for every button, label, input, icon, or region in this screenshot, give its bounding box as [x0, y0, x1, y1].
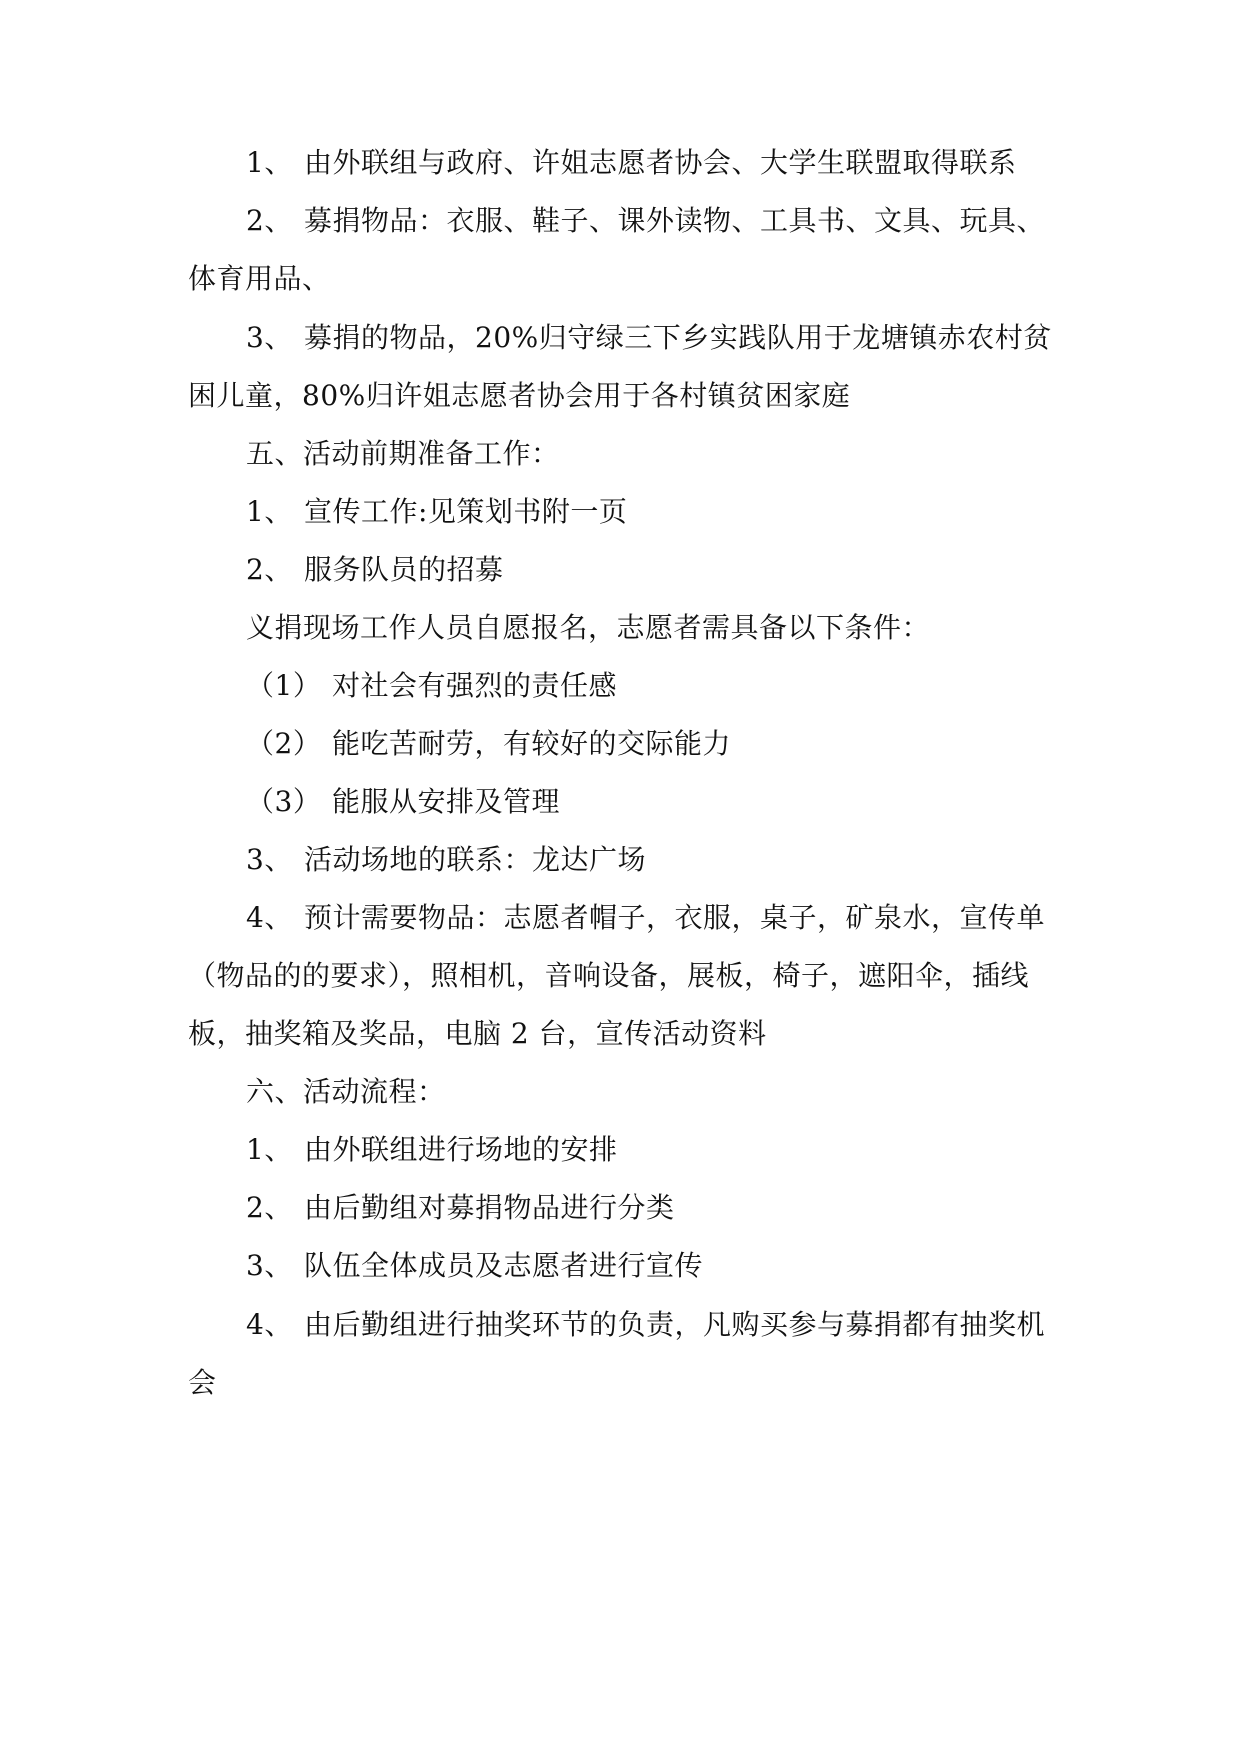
item-text: 由后勤组进行抽奖环节的负责，凡购买参与募捐都有抽奖机 — [304, 1308, 1046, 1341]
item-text: 由外联组与政府、许姐志愿者协会、大学生联盟取得联系 — [304, 146, 1017, 179]
item-text: 困儿童，80%归许姐志愿者协会用于各村镇贫困家庭 — [188, 379, 851, 412]
list-item-2 — [246, 201, 1126, 241]
item-text: 队伍全体成员及志愿者进行宣传 — [304, 1249, 704, 1282]
requirement-2 — [246, 724, 1126, 764]
item-number: 2、 — [246, 1191, 293, 1224]
volunteer-requirements-intro — [246, 608, 1126, 648]
item-number: （2） — [246, 727, 322, 760]
item-text: 由后勤组对募捐物品进行分类 — [304, 1191, 675, 1224]
item-number: 3、 — [246, 1249, 293, 1282]
requirement-1 — [246, 666, 1126, 706]
heading-text: 六、活动流程： — [246, 1075, 446, 1108]
item-number: 2、 — [246, 553, 293, 586]
item-number: （3） — [246, 785, 322, 818]
section-heading-5 — [246, 434, 1126, 474]
item-text: 服务队员的招募 — [304, 553, 504, 586]
list-item-3 — [246, 318, 1126, 358]
prep-item-2 — [246, 550, 1126, 590]
item-number: 1、 — [246, 495, 293, 528]
prep-item-4 — [246, 898, 1126, 938]
item-number: 1、 — [246, 1133, 293, 1166]
item-number: 4、 — [246, 1308, 293, 1341]
process-item-1 — [246, 1130, 1126, 1170]
process-item-2 — [246, 1188, 1126, 1228]
item-text: 对社会有强烈的责任感 — [332, 669, 618, 702]
item-text: 募捐的物品，20%归守绿三下乡实践队用于龙塘镇赤农村贫 — [304, 321, 1052, 354]
paragraph-text: 义捐现场工作人员自愿报名，志愿者需具备以下条件： — [246, 611, 931, 644]
item-text: 板，抽奖箱及奖品，电脑 2 台，宣传活动资料 — [188, 1017, 767, 1050]
item-text: 能吃苦耐劳，有较好的交际能力 — [332, 727, 732, 760]
item-text: 体育用品、 — [188, 262, 331, 295]
item-text: 募捐物品：衣服、鞋子、课外读物、工具书、文具、玩具、 — [304, 204, 1046, 237]
list-item-3-continuation — [188, 376, 1068, 416]
prep-item-4-continuation — [188, 956, 1068, 996]
process-item-4-continuation — [188, 1363, 1068, 1403]
section-heading-6 — [246, 1072, 1126, 1112]
item-text: 宣传工作:见策划书附一页 — [304, 495, 628, 528]
prep-item-4-continuation-2 — [188, 1014, 1068, 1054]
item-number: 3、 — [246, 321, 293, 354]
item-number: 2、 — [246, 204, 293, 237]
process-item-3 — [246, 1246, 1126, 1286]
item-number: 1、 — [246, 146, 293, 179]
item-text: 活动场地的联系：龙达广场 — [304, 843, 647, 876]
item-text: 由外联组进行场地的安排 — [304, 1133, 618, 1166]
item-number: （1） — [246, 669, 322, 702]
heading-text: 五、活动前期准备工作： — [246, 437, 560, 470]
requirement-3 — [246, 782, 1126, 822]
item-text: 预计需要物品：志愿者帽子，衣服，桌子，矿泉水，宣传单 — [304, 901, 1046, 934]
item-text: （物品的的要求），照相机，音响设备，展板，椅子，遮阳伞，插线 — [188, 959, 1030, 992]
list-item-1 — [246, 143, 1126, 183]
process-item-4 — [246, 1305, 1126, 1345]
item-number: 4、 — [246, 901, 293, 934]
item-text: 会 — [188, 1366, 217, 1399]
list-item-2-continuation — [188, 259, 1068, 299]
prep-item-1 — [246, 492, 1126, 532]
prep-item-3 — [246, 840, 1126, 880]
item-text: 能服从安排及管理 — [332, 785, 561, 818]
item-number: 3、 — [246, 843, 293, 876]
